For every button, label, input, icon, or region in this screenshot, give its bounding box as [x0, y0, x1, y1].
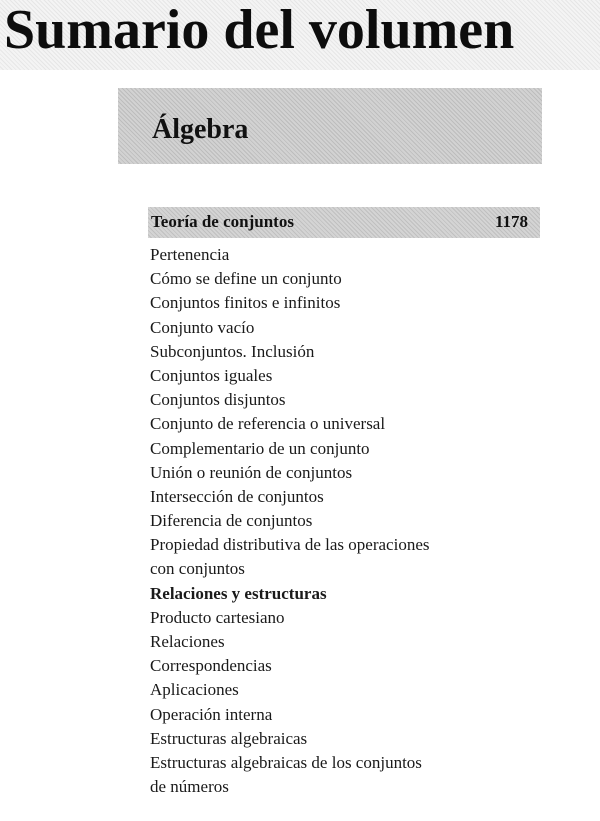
toc-entry: Pertenencia	[150, 245, 230, 264]
toc-entry: Conjunto de referencia o universal	[150, 414, 386, 434]
toc-entry: Propiedad distributiva de las operaciones	[150, 535, 430, 555]
toc-entry: Producto cartesiano	[150, 607, 285, 627]
toc-entry: Estructuras algebraicas	[150, 728, 308, 748]
toc-entry: Aplicaciones	[150, 680, 239, 700]
toc-entry: Relaciones	[150, 632, 225, 651]
section-title: Álgebra	[152, 114, 249, 145]
toc-list	[150, 243, 530, 799]
toc-entry: de números	[150, 777, 229, 797]
chapter-header	[148, 207, 540, 238]
toc-entry: Conjuntos disjuntos	[150, 390, 286, 410]
toc-subheading: Relaciones y estructuras	[150, 583, 327, 603]
chapter-title: Teoría de conjuntos	[151, 212, 294, 231]
toc-entry: Subconjuntos. Inclusión	[150, 341, 315, 361]
toc-entry: Intersección de conjuntos	[150, 486, 324, 506]
toc-entry: Conjuntos iguales	[150, 365, 273, 385]
page-title-banner	[0, 0, 600, 70]
toc-entry: con conjuntos	[150, 559, 245, 579]
toc-entry: Estructuras algebraicas de los conjuntos	[150, 752, 422, 772]
toc-entry: Complementario de un conjunto	[150, 438, 370, 458]
toc-entry: Conjunto vacío	[150, 317, 255, 337]
toc-entry: Cómo se define un conjunto	[150, 269, 342, 289]
section-banner	[118, 88, 542, 164]
chapter-page-number: 1178	[494, 212, 528, 231]
toc-entry: Operación interna	[150, 704, 273, 724]
toc-entry: Conjuntos finitos e infinitos	[150, 293, 341, 313]
toc-entry: Correspondencias	[150, 656, 272, 676]
toc-entry: Diferencia de conjuntos	[150, 511, 313, 531]
page-title: Sumario del volumen	[4, 0, 515, 61]
toc-entry: Unión o reunión de conjuntos	[150, 462, 353, 482]
